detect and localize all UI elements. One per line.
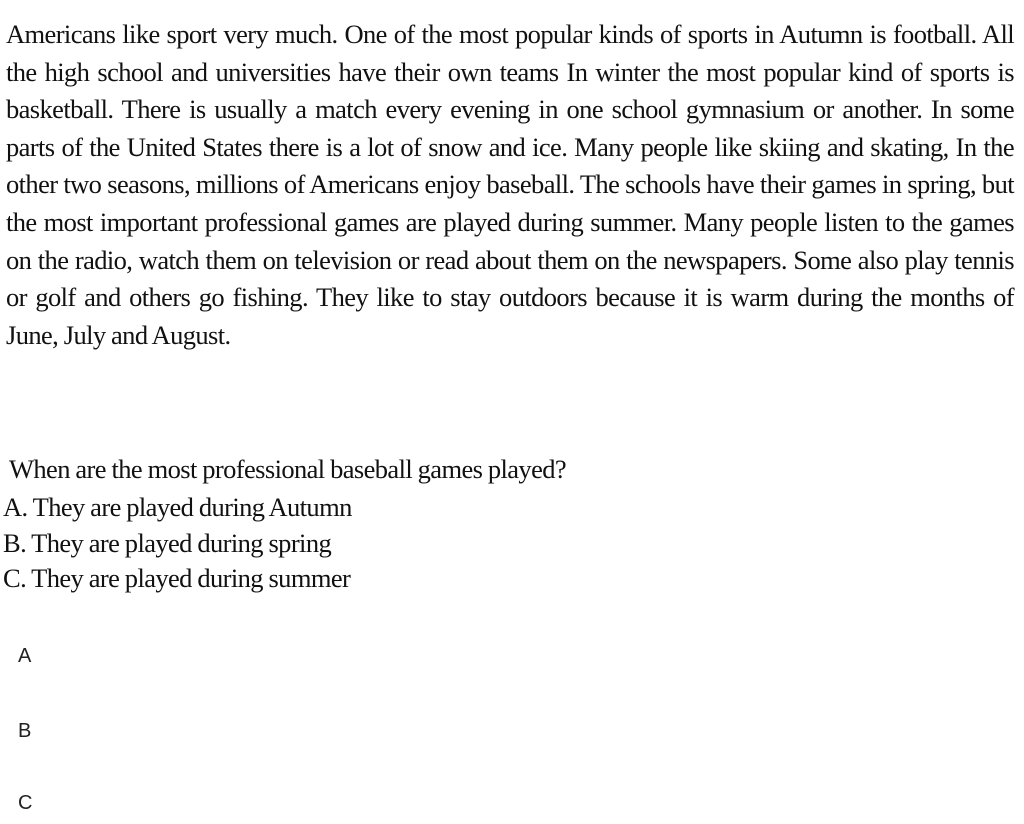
question-options-list — [3, 490, 352, 597]
option-a: A. They are played during Autumn — [3, 492, 352, 522]
answer-choice-b[interactable]: B — [18, 720, 32, 742]
option-c: C. They are played during summer — [3, 563, 351, 593]
reading-passage: Americans like sport very much. One of the most popular kinds of sports in Autumn is football. All the high school and universities have their own teams In winter the most popular kind of sports is basketball. There is usually a match every evening in one school gymnasium or another. In some parts of the United States there is a lot of snow and ice. Many people like skiing and skating, In the other two seasons, millions of Americans enjoy baseball. The schools have their games in spring, but the most important professional games are played during summer. Many people listen to the games on the radio, watch them on television or read about them on the newspapers. Some also play tennis or golf and others go fishing. They like to stay outdoors because it is warm during the months of June, July and August. — [6, 19, 1014, 350]
answer-choice-c[interactable]: C — [18, 792, 33, 814]
question-text: When are the most professional baseball games played? — [9, 454, 567, 484]
option-b: B. They are played during spring — [3, 527, 332, 558]
answer-choice-a[interactable]: A — [18, 645, 32, 667]
